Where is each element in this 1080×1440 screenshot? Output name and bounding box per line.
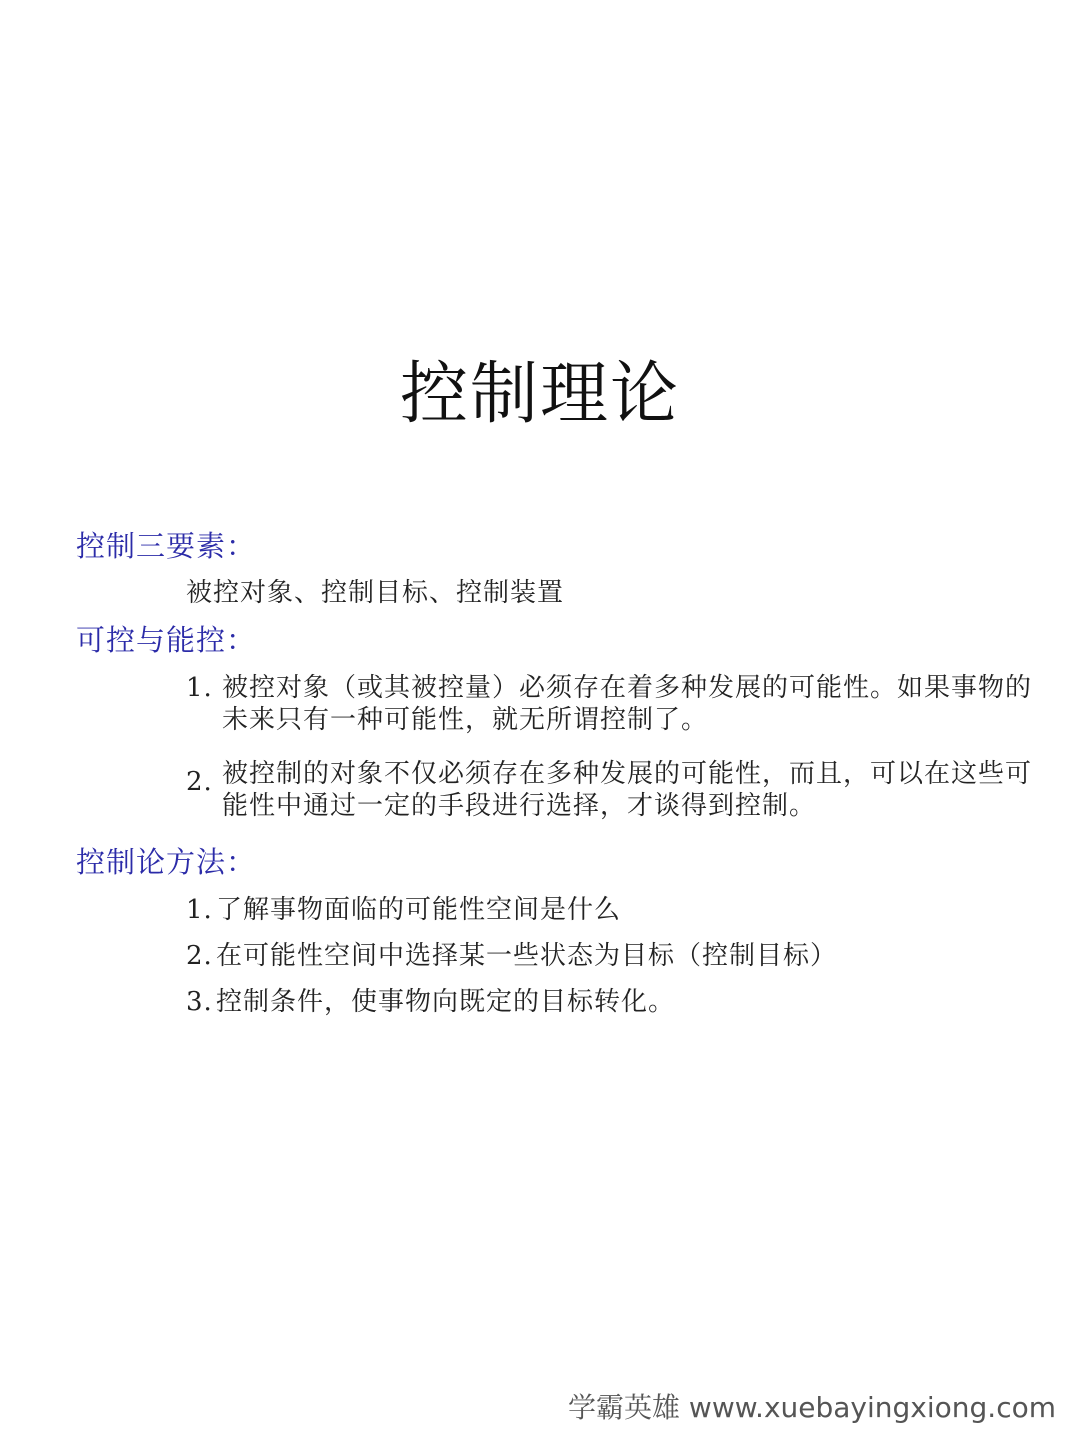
- list-item: [186, 894, 1046, 926]
- list-item-text: 被控制的对象不仅必须存在多种发展的可能性，而且，可以在这些可能性中通过一定的手段进行选择，才谈得到控制。: [222, 759, 1033, 821]
- list-item: [186, 986, 1046, 1018]
- section-heading-method: 控制论方法：: [76, 845, 257, 879]
- section-heading-controllability: 可控与能控：: [76, 623, 257, 657]
- list-item-number: 2.: [186, 767, 213, 797]
- list-item-text: 在可能性空间中选择某一些状态为目标（控制目标）: [216, 941, 838, 971]
- section-heading-elements: 控制三要素：: [76, 529, 257, 563]
- list-item-number: 3.: [186, 987, 213, 1017]
- list-item-number: 2.: [186, 941, 213, 971]
- list-item: [186, 672, 1046, 736]
- list-item: [186, 940, 1046, 972]
- list-item-number: 1.: [186, 895, 213, 925]
- list-item-text: 控制条件，使事物向既定的目标转化。: [216, 987, 676, 1017]
- list-item-number: 1.: [186, 673, 213, 703]
- page-title: 控制理论: [399, 355, 680, 434]
- list-item-text: 被控对象（或其被控量）必须存在着多种发展的可能性。如果事物的未来只有一种可能性，就无所谓控制了。: [222, 673, 1033, 735]
- watermark: 学霸英雄 www.xuebayingxiong.com: [568, 1391, 1056, 1424]
- list-item: [186, 758, 1046, 822]
- list-item-text: 了解事物面临的可能性空间是什么: [216, 895, 622, 925]
- elements-content: 被控对象、控制目标、控制装置: [186, 578, 565, 608]
